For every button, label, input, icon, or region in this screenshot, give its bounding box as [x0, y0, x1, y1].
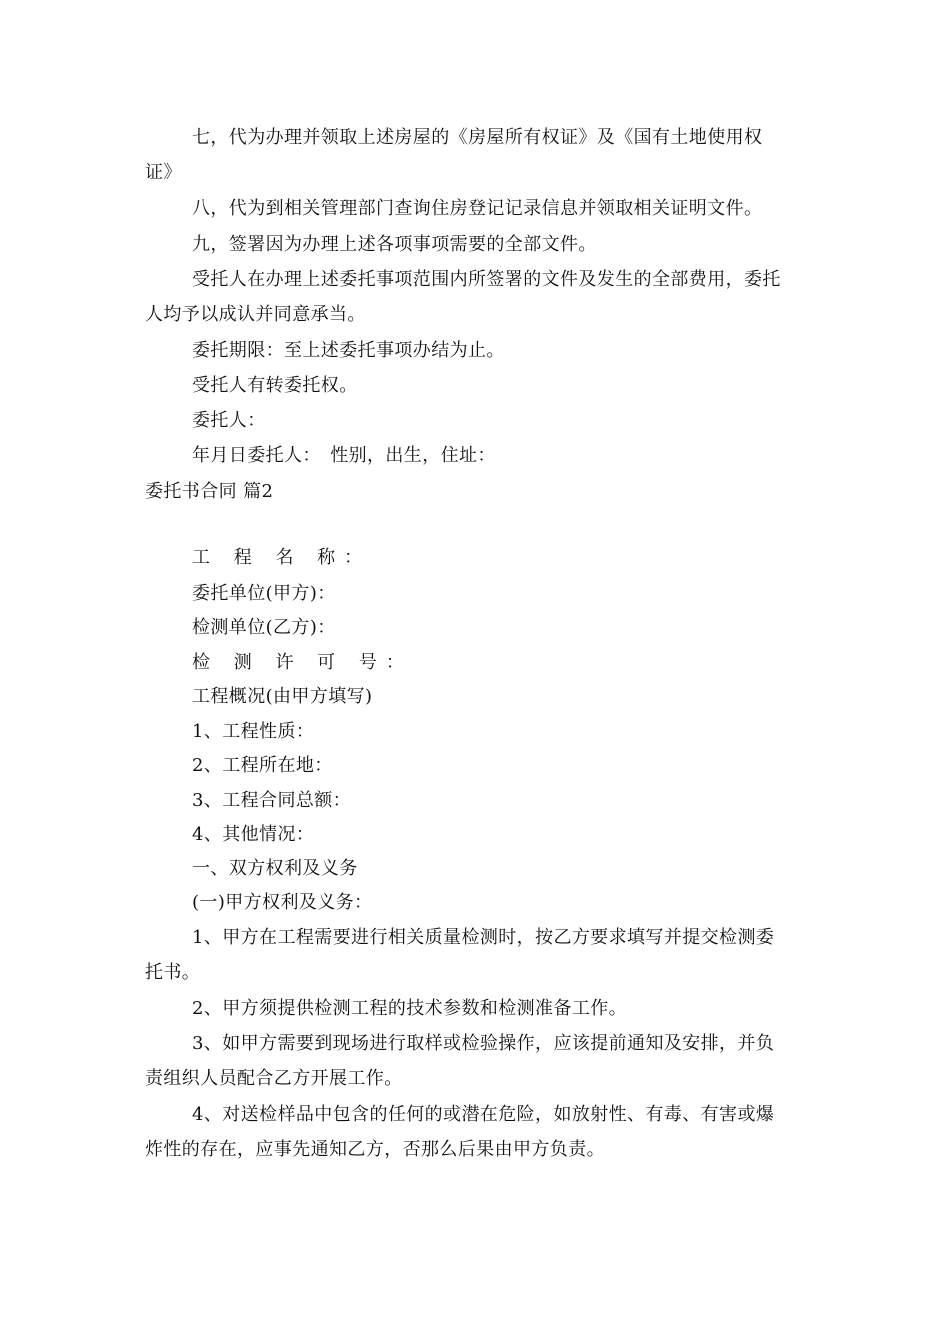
testing-unit-label: 检测单位(乙方)：	[192, 617, 336, 638]
section-heading: 委托书合同 篇2	[145, 481, 274, 502]
costs-paragraph-line-2: 人均予以成认并同意承当。	[145, 304, 366, 325]
signature-line: 年月日委托人： 性别，出生，住址：	[192, 445, 496, 466]
license-number-label: 检 测 许 可 号：	[192, 652, 413, 673]
term-line: 委托期限：至上述委托事项办结为止。	[192, 340, 505, 361]
overview-item: 1、工程性质：	[192, 721, 315, 742]
item-7-line-1: 七，代为办理并领取上述房屋的《房屋所有权证》及《国有土地使用权	[192, 127, 763, 148]
duty-3-line-1: 3、如甲方需要到现场进行取样或检验操作，应该提前通知及安排，并负	[192, 1033, 775, 1054]
project-name-label: 工 程 名 称：	[192, 547, 372, 568]
item-7-line-2: 证》	[145, 162, 182, 183]
duty-1-line-2: 托书。	[145, 962, 201, 983]
overview-item: 3、工程合同总额：	[192, 790, 352, 811]
principal-label: 委托人：	[192, 410, 266, 431]
duty-4-line-2: 炸性的存在，应事先通知乙方，否那么后果由甲方负责。	[145, 1139, 605, 1160]
duty-2: 2、甲方须提供检测工程的技术参数和检测准备工作。	[192, 998, 628, 1019]
item-9: 九，签署因为办理上述各项事项需要的全部文件。	[192, 234, 597, 255]
costs-paragraph-line-1: 受托人在办理上述委托事项范围内所签署的文件及发生的全部费用，委托	[192, 269, 781, 290]
overview-item: 2、工程所在地：	[192, 755, 333, 776]
overview-item: 4、其他情况：	[192, 824, 315, 845]
duty-4-line-1: 4、对送检样品中包含的任何的或潜在危险，如放射性、有毒、有害或爆	[192, 1104, 775, 1125]
duty-1-line-1: 1、甲方在工程需要进行相关质量检测时，按乙方要求填写并提交检测委	[192, 927, 775, 948]
rights-title: 一、双方权利及义务	[192, 858, 358, 879]
overview-title: 工程概况(由甲方填写)	[192, 686, 373, 707]
client-unit-label: 委托单位(甲方)：	[192, 583, 336, 604]
sub-delegation-line: 受托人有转委托权。	[192, 375, 358, 396]
item-8: 八，代为到相关管理部门查询住房登记记录信息并领取相关证明文件。	[192, 198, 763, 219]
party-a-title: (一)甲方权利及义务：	[192, 892, 373, 913]
duty-3-line-2: 责组织人员配合乙方开展工作。	[145, 1068, 403, 1089]
